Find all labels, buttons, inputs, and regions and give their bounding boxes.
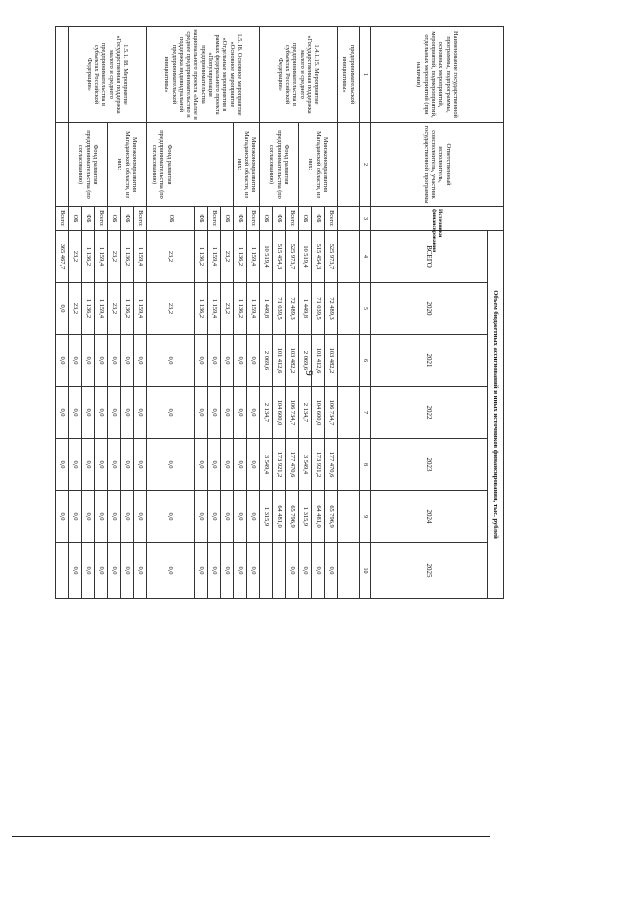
page-number: 9 <box>302 370 315 376</box>
value-year: 0,0 <box>247 491 260 543</box>
value-year: 103 482,2 <box>286 335 299 387</box>
value-year: 0,0 <box>325 543 338 599</box>
column-number: 6 <box>360 335 371 387</box>
value-year: 0,0 <box>56 387 69 439</box>
source-label: ОБ <box>108 207 121 231</box>
program-name: 1.4.1.15. Мероприятие «Государственная поддержка малого и среднего предпринимательства в субъектах Российской Федерации» <box>260 27 338 123</box>
value-year: 106 734,7 <box>286 387 299 439</box>
value-year: 0,0 <box>82 491 95 543</box>
header-total: ВСЕГО <box>371 231 488 283</box>
program-name <box>56 27 69 123</box>
value-year: 0,0 <box>69 439 82 491</box>
value-year: 71 039,5 <box>273 283 286 335</box>
value-year: 0,0 <box>134 543 147 599</box>
program-name: предпринимательской инициативы» <box>338 27 360 123</box>
value-year: 1 159,4 <box>208 283 221 335</box>
value-year: 0,0 <box>134 387 147 439</box>
value-year: 0,0 <box>95 335 108 387</box>
value-year: 72 489,3 <box>325 283 338 335</box>
header-source: Источники финансирования <box>371 207 504 231</box>
header-year: 2021 <box>371 335 488 387</box>
header-year: 2025 <box>371 543 488 599</box>
value-year: 2 134,7 <box>299 387 312 439</box>
value-year: 0,0 <box>82 387 95 439</box>
value-year: 23,2 <box>69 283 82 335</box>
value-year: 1 159,4 <box>247 283 260 335</box>
source-label: ФБ <box>121 207 134 231</box>
value-year: 0,0 <box>108 543 121 599</box>
source-label: Всего: <box>286 207 299 231</box>
source-label: Всего: <box>325 207 338 231</box>
value-year: 0,0 <box>208 335 221 387</box>
value-year: 0,0 <box>121 387 134 439</box>
source-label: Всего: <box>208 207 221 231</box>
source-label: Всего: <box>56 207 69 231</box>
column-number: 2 <box>360 123 371 207</box>
value-year: 0,0 <box>208 439 221 491</box>
value-year: 3 549,4 <box>260 439 273 491</box>
value-year: 0,0 <box>95 543 108 599</box>
value-year: 0,0 <box>234 439 247 491</box>
source-label: ОБ <box>147 207 195 231</box>
value-year: 0,0 <box>247 543 260 599</box>
value-year: 0,0 <box>221 543 234 599</box>
column-number: 7 <box>360 387 371 439</box>
column-number: 3 <box>360 207 371 231</box>
value-total: 23,2 <box>221 231 234 283</box>
value-year: 103 482,2 <box>325 335 338 387</box>
value-year: 0,0 <box>147 387 195 439</box>
value-year: 106 734,7 <box>325 387 338 439</box>
value-total: 23,2 <box>69 231 82 283</box>
value-total: 1 159,4 <box>247 231 260 283</box>
rotated-table-wrapper <box>58 26 504 598</box>
value-year: 0,0 <box>147 335 195 387</box>
value-total: 1 136,2 <box>234 231 247 283</box>
value-year: 0,0 <box>221 387 234 439</box>
value-year: 0,0 <box>234 335 247 387</box>
value-total: 515 454,3 <box>312 231 325 283</box>
empty-cell <box>338 543 360 599</box>
value-year: 104 600,0 <box>312 387 325 439</box>
value-total: 1 159,4 <box>134 231 147 283</box>
value-year: 1 159,4 <box>95 283 108 335</box>
value-year: 0,0 <box>95 491 108 543</box>
value-year: 0,0 <box>247 335 260 387</box>
value-year: 101 412,6 <box>312 335 325 387</box>
value-year: 0,0 <box>195 543 208 599</box>
value-year: 1 315,9 <box>260 491 273 543</box>
source-label: ФБ <box>234 207 247 231</box>
empty-cell <box>338 207 360 231</box>
value-year: 0,0 <box>234 387 247 439</box>
value-year: 0,0 <box>147 543 195 599</box>
value-year: 0,0 <box>95 387 108 439</box>
responsible-executor: Фонд развития предпринимательства (по согласованию) <box>69 123 108 207</box>
value-total: 1 159,4 <box>208 231 221 283</box>
value-year: 2 134,7 <box>260 387 273 439</box>
empty-cell <box>338 123 360 207</box>
value-year: 0,0 <box>234 543 247 599</box>
value-year: 177 470,6 <box>286 439 299 491</box>
value-year: 177 470,6 <box>325 439 338 491</box>
value-year: 173 921,2 <box>312 439 325 491</box>
value-year: 1 136,2 <box>234 283 247 335</box>
value-year: 101 412,6 <box>273 335 286 387</box>
responsible-executor: Фонд развития предпринимательства (по согласованию) <box>260 123 299 207</box>
value-year: 0,0 <box>147 491 195 543</box>
value-year: 1 136,2 <box>121 283 134 335</box>
header-name: Наименование государственной программы, подпрограммы, основных мероприятий, мероприятий, подмероприятий, отдельных мероприятий (при наличии) <box>371 27 504 123</box>
value-year: 0,0 <box>56 335 69 387</box>
value-year: 0,0 <box>95 439 108 491</box>
value-year: 71 039,5 <box>312 283 325 335</box>
header-year: 2023 <box>371 439 488 491</box>
header-year: 2022 <box>371 387 488 439</box>
value-year: 2 069,6 <box>299 335 312 387</box>
value-year: 0,0 <box>108 491 121 543</box>
responsible-executor: Минэкономразвития Магаданской области, из них: <box>299 123 338 207</box>
empty-cell <box>338 283 360 335</box>
value-year: 0,0 <box>121 491 134 543</box>
value-year: 65 796,9 <box>286 491 299 543</box>
value-year: 23,2 <box>108 283 121 335</box>
value-total: 525 973,7 <box>325 231 338 283</box>
empty-cell <box>338 231 360 283</box>
value-year: 0,0 <box>195 335 208 387</box>
source-label: Всего: <box>95 207 108 231</box>
value-year: 0,0 <box>82 543 95 599</box>
value-year: 0,0 <box>56 491 69 543</box>
value-total: 365 467,7 <box>56 231 69 283</box>
source-label: Всего: <box>247 207 260 231</box>
value-year: 0,0 <box>108 335 121 387</box>
value-year: 0,0 <box>147 439 195 491</box>
value-year: 0,0 <box>195 439 208 491</box>
column-number: 8 <box>360 439 371 491</box>
value-year: 0,0 <box>208 491 221 543</box>
value-year: 0,0 <box>108 387 121 439</box>
value-year: 0,0 <box>221 491 234 543</box>
value-year: 0,0 <box>286 543 299 599</box>
source-label: ОБ <box>69 207 82 231</box>
source-label: ОБ <box>299 207 312 231</box>
value-year: 3 549,4 <box>299 439 312 491</box>
value-year: 0,0 <box>195 491 208 543</box>
value-year: 23,2 <box>147 283 195 335</box>
value-year: 0,0 <box>247 439 260 491</box>
source-label: ФБ <box>82 207 95 231</box>
value-year: 64 481,0 <box>273 491 286 543</box>
value-year: 0,0 <box>134 439 147 491</box>
value-total: 10 519,4 <box>299 231 312 283</box>
value-year: 72 489,3 <box>286 283 299 335</box>
value-year: 0,0 <box>134 335 147 387</box>
value-year: 1 136,2 <box>195 283 208 335</box>
value-year: 0,0 <box>234 491 247 543</box>
source-label: ФБ <box>273 207 286 231</box>
value-total: 1 159,4 <box>95 231 108 283</box>
value-year: 0,0 <box>299 543 312 599</box>
value-year: 0,0 <box>195 387 208 439</box>
responsible-executor: Минэкономразвития Магаданской области, из них: <box>108 123 147 207</box>
value-total: 10 519,4 <box>260 231 273 283</box>
value-year: 0,0 <box>69 543 82 599</box>
column-number: 5 <box>360 283 371 335</box>
value-year: 0,0 <box>134 491 147 543</box>
header-responsible: Ответственный исполнитель, соисполнитель, участник государственной программы <box>371 123 504 207</box>
value-year: 0,0 <box>221 335 234 387</box>
value-year: 104 600,0 <box>273 387 286 439</box>
program-name: 1.5. I8. Основное мероприятие «Основное мероприятие «Отдельные мероприятия в рамках федерального проекта «Популяризация предпринимательства национального проекта «Малое и среднее предпринимательство и поддержка индивидуальной предпринимательской инициативы» <box>147 27 260 123</box>
source-label: ФБ <box>312 207 325 231</box>
value-year: 0,0 <box>108 439 121 491</box>
value-total: 23,2 <box>147 231 195 283</box>
empty-cell <box>338 335 360 387</box>
value-year <box>56 543 69 599</box>
responsible-executor: Минэкономразвития Магаданской области, из них: <box>234 123 260 207</box>
value-year: 1 449,8 <box>299 283 312 335</box>
value-year: 1 315,9 <box>299 491 312 543</box>
value-year: 1 449,8 <box>260 283 273 335</box>
value-year: 0,0 <box>69 335 82 387</box>
header-year: 2020 <box>371 283 488 335</box>
source-label: ОБ <box>260 207 273 231</box>
empty-cell <box>56 123 69 207</box>
column-number: 1 <box>360 27 371 123</box>
source-label: Всего: <box>134 207 147 231</box>
value-year: 0,0 <box>56 439 69 491</box>
value-year: 0,0 <box>208 387 221 439</box>
value-total: 1 136,2 <box>121 231 134 283</box>
value-year <box>260 543 273 599</box>
value-total: 1 136,2 <box>82 231 95 283</box>
value-year: 65 796,9 <box>325 491 338 543</box>
value-year: 64 481,0 <box>312 491 325 543</box>
empty-cell <box>338 491 360 543</box>
footer-rule <box>12 836 490 837</box>
value-year: 0,0 <box>121 439 134 491</box>
value-total: 1 136,2 <box>195 231 208 283</box>
value-year: 0,0 <box>82 439 95 491</box>
value-year: 0,0 <box>69 387 82 439</box>
value-year: 0,0 <box>312 543 325 599</box>
column-number: 4 <box>360 231 371 283</box>
column-number: 9 <box>360 491 371 543</box>
value-year: 0,0 <box>82 335 95 387</box>
value-year: 1 159,4 <box>134 283 147 335</box>
value-year: 0,0 <box>121 335 134 387</box>
value-total: 515 454,3 <box>273 231 286 283</box>
value-year: 0,0 <box>247 387 260 439</box>
value-year: 173 921,2 <box>273 439 286 491</box>
value-total: 525 973,7 <box>286 231 299 283</box>
value-year: 0,0 <box>56 283 69 335</box>
empty-cell <box>338 387 360 439</box>
value-year: 2 069,6 <box>260 335 273 387</box>
value-year: 0,0 <box>208 543 221 599</box>
value-year <box>273 543 286 599</box>
value-year: 0,0 <box>221 439 234 491</box>
header-year: 2024 <box>371 491 488 543</box>
value-total: 23,2 <box>108 231 121 283</box>
source-label: ФБ <box>195 207 208 231</box>
budget-table <box>55 26 504 599</box>
column-number: 10 <box>360 543 371 599</box>
source-label: ОБ <box>221 207 234 231</box>
value-year: 1 136,2 <box>82 283 95 335</box>
value-year: 23,2 <box>221 283 234 335</box>
value-year: 0,0 <box>69 491 82 543</box>
value-year: 0,0 <box>121 543 134 599</box>
responsible-executor: Фонд развития предпринимательства (по согласованию) <box>147 123 234 207</box>
header-funding: Объем бюджетных ассигнований и иных источников финансирования, тыс. рублей <box>488 231 504 599</box>
empty-cell <box>338 439 360 491</box>
program-name: 1.5.1. I8. Мероприятие «Государственная поддержка малого и среднего предпринимательства в субъектах Российской Федерации» <box>69 27 147 123</box>
